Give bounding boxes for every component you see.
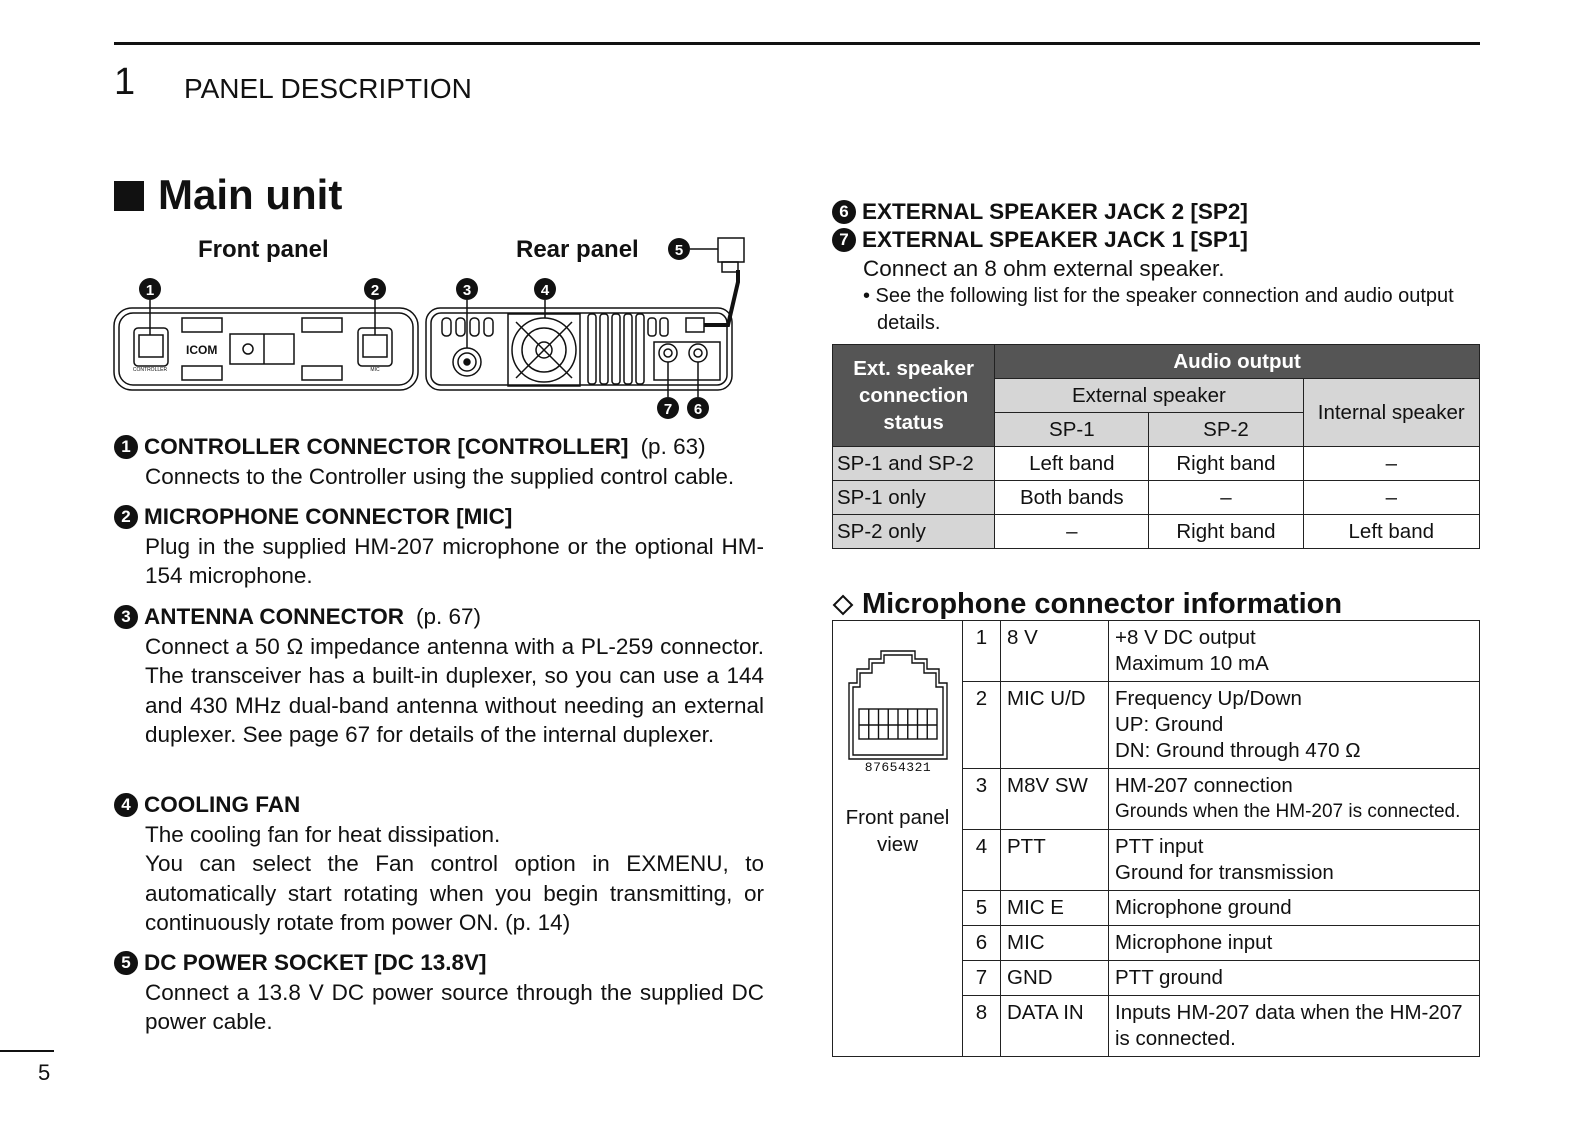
controller-label: CONTROLLER (132, 367, 168, 373)
pin-number: 5 (963, 891, 1001, 926)
item-microphone-connector (114, 502, 764, 591)
callout-3 (456, 278, 478, 300)
number-2-icon: 2 (114, 505, 138, 529)
pin-number: 4 (963, 830, 1001, 891)
header-audio-output: Audio output (995, 345, 1480, 379)
callout-2 (364, 278, 386, 300)
item-antenna-connector (114, 602, 764, 750)
svg-text:1: 1 (145, 282, 155, 299)
item-dc-power-socket (114, 948, 764, 1037)
callout-6 (687, 397, 709, 419)
pin-description (1109, 682, 1480, 769)
number-4-icon: 4 (114, 793, 138, 817)
header-external-speaker: External speaker (995, 379, 1303, 413)
pin-name: MIC (1001, 926, 1109, 961)
svg-text:2: 2 (370, 282, 380, 299)
desc-line: Maximum 10 mA (1115, 652, 1269, 675)
desc-line: HM-207 connection (1115, 774, 1293, 797)
section-title (114, 170, 342, 220)
table-row (833, 481, 1480, 515)
desc-line: Frequency Up/Down (1115, 687, 1302, 710)
pin-description: Microphone input (1109, 926, 1480, 961)
desc-line: UP: Ground (1115, 713, 1224, 736)
image-caption: Front panel view (845, 806, 950, 856)
item-body: The cooling fan for heat dissipation. (145, 821, 501, 847)
pin-description: Microphone ground (1109, 891, 1480, 926)
chapter-number: 1 (114, 61, 136, 103)
section-title-text: Main unit (158, 171, 343, 218)
svg-text:3: 3 (462, 282, 472, 299)
svg-text:4: 4 (540, 282, 550, 299)
cell-internal: Left band (1303, 515, 1479, 549)
modular-jack-icon (843, 647, 953, 777)
pin-numbers-label: 87654321 (864, 760, 931, 775)
pin-number: 7 (963, 961, 1001, 996)
number-1-icon: 1 (114, 435, 138, 459)
svg-text:5: 5 (674, 242, 684, 259)
front-panel-drawing (114, 308, 418, 390)
callout-4 (534, 278, 556, 300)
svg-text:6: 6 (693, 401, 703, 418)
pin-description (1109, 621, 1480, 682)
table-row (833, 447, 1480, 481)
speaker-output-table (832, 344, 1480, 549)
mic-connector-table (832, 620, 1480, 1057)
pin-number: 2 (963, 682, 1001, 769)
callout-5 (668, 238, 690, 260)
mic-info-title (832, 588, 1342, 621)
pin-name: M8V SW (1001, 769, 1109, 830)
speaker-jacks-section (832, 198, 1480, 337)
desc-line: Inputs HM-207 data when the HM-207 (1115, 1001, 1463, 1024)
pin-number: 8 (963, 996, 1001, 1057)
callout-1 (139, 278, 161, 300)
pin-name: PTT (1001, 830, 1109, 891)
jack-body: Connect an 8 ohm external speaker. (863, 256, 1225, 281)
desc-line: is connected. (1115, 1027, 1236, 1050)
item-body-continued: You can select the Fan control option in EXMENU, to automatically start rotating when you begin transmitting, or continuously rotate from power ON. (p. 14) (145, 851, 764, 935)
pin-name: GND (1001, 961, 1109, 996)
item-body: Connect a 50 Ω impedance antenna with a PL-259 connector. The transceiver has a built-in duplexer, so you can use a 144 and 430 MHz dual-band antenna without needing an external duplexer. See page 67 for details of the internal duplexer. (145, 633, 764, 747)
pin-description (1109, 996, 1480, 1057)
table-row (833, 515, 1480, 549)
pin-name: MIC U/D (1001, 682, 1109, 769)
desc-line: Grounds when the HM-207 is connected. (1115, 801, 1461, 822)
item-title: MICROPHONE CONNECTOR [MIC] (144, 504, 513, 529)
item-cooling-fan (114, 790, 764, 938)
table-row (833, 621, 1480, 682)
page-ref: (p. 67) (416, 604, 482, 629)
rear-panel-drawing (426, 238, 744, 397)
jack-note: • See the following list for the speaker connection and audio output details. (863, 285, 1454, 334)
pin-number: 6 (963, 926, 1001, 961)
callout-7 (657, 397, 679, 419)
header-sp2: SP-2 (1149, 413, 1303, 447)
item-title: COOLING FAN (144, 792, 301, 817)
page-ref: (p. 63) (640, 434, 706, 459)
cell-sp2: – (1149, 481, 1303, 515)
pin-description (1109, 769, 1480, 830)
panel-diagram (112, 232, 772, 422)
cell-sp2: Right band (1149, 447, 1303, 481)
cell-internal: – (1303, 481, 1479, 515)
top-rule (114, 42, 1480, 45)
row-status: SP-1 only (833, 481, 995, 515)
cell-sp2: Right band (1149, 515, 1303, 549)
mic-info-title-text: Microphone connector information (862, 588, 1343, 620)
chapter-title: PANEL DESCRIPTION (184, 73, 472, 104)
rear-panel-label: Rear panel (516, 236, 639, 263)
item-body: Connects to the Controller using the supplied control cable. (145, 463, 735, 489)
cell-sp1: – (995, 515, 1149, 549)
icom-logo: ICOM (186, 343, 218, 357)
row-status: SP-2 only (833, 515, 995, 549)
cell-sp1: Left band (995, 447, 1149, 481)
pin-name: 8 V (1001, 621, 1109, 682)
footer-rule (0, 1050, 54, 1052)
header-sp1: SP-1 (995, 413, 1149, 447)
mic-label: MIC (370, 367, 380, 373)
connector-image-cell (833, 621, 963, 1057)
item-title: DC POWER SOCKET [DC 13.8V] (144, 950, 487, 975)
desc-line: PTT input (1115, 835, 1204, 858)
cell-sp1: Both bands (995, 481, 1149, 515)
desc-line: DN: Ground through 470 Ω (1115, 739, 1361, 762)
jack-1-title: EXTERNAL SPEAKER JACK 1 [SP1] (862, 227, 1248, 252)
number-6-icon: 6 (832, 200, 856, 224)
row-status: SP-1 and SP-2 (833, 447, 995, 481)
pin-name: DATA IN (1001, 996, 1109, 1057)
item-title: ANTENNA CONNECTOR (144, 604, 405, 629)
svg-text:7: 7 (663, 401, 673, 418)
diamond-icon (832, 594, 854, 616)
item-title: CONTROLLER CONNECTOR [CONTROLLER] (144, 434, 629, 459)
pin-number: 1 (963, 621, 1001, 682)
pin-description: PTT ground (1109, 961, 1480, 996)
item-body: Connect a 13.8 V DC power source through the supplied DC power cable. (145, 979, 764, 1034)
header-internal-speaker: Internal speaker (1303, 379, 1479, 447)
item-body: Plug in the supplied HM-207 microphone or the optional HM-154 microphone. (145, 533, 764, 588)
pin-name: MIC E (1001, 891, 1109, 926)
front-panel-label: Front panel (198, 236, 329, 263)
pin-number: 3 (963, 769, 1001, 830)
number-3-icon: 3 (114, 605, 138, 629)
desc-line: +8 V DC output (1115, 626, 1256, 649)
square-bullet-icon (114, 181, 144, 211)
item-controller-connector (114, 432, 764, 491)
pin-description (1109, 830, 1480, 891)
jack-2-title: EXTERNAL SPEAKER JACK 2 [SP2] (862, 199, 1248, 224)
number-5-icon: 5 (114, 951, 138, 975)
desc-line: Ground for transmission (1115, 861, 1334, 884)
cell-internal: – (1303, 447, 1479, 481)
number-7-icon: 7 (832, 228, 856, 252)
page-number: 5 (38, 1060, 51, 1085)
header-connection-status: Ext. speaker connection status (833, 345, 995, 447)
